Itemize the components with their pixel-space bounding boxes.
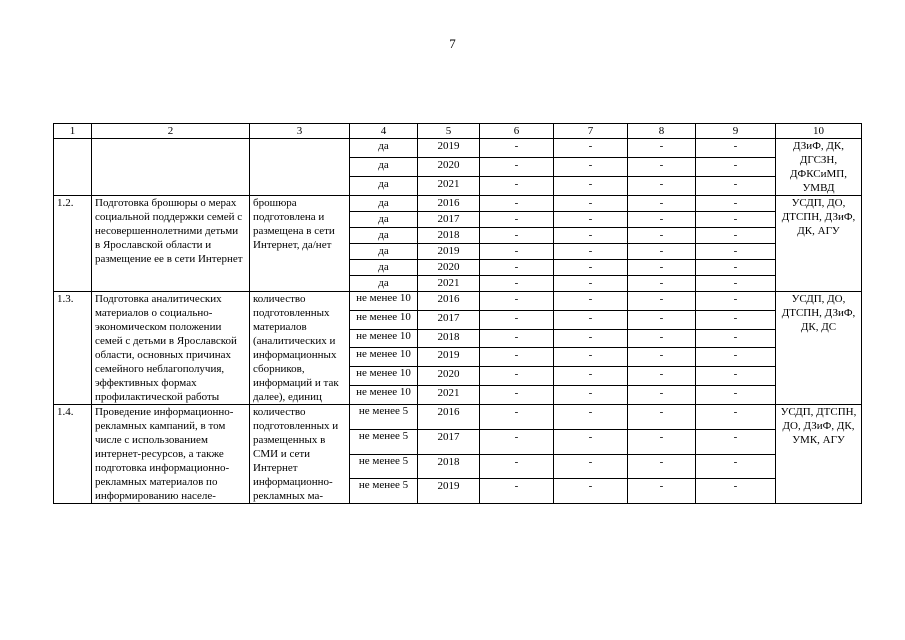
table-row: [54, 405, 862, 430]
col9-value: -: [696, 244, 776, 260]
col9-value: -: [696, 479, 776, 504]
year: 2019: [418, 244, 480, 260]
col9-value: -: [696, 454, 776, 479]
item-description: Проведение информационно-рекламных кампаний, в том числе с использованием интернет-ресурсов, а также подготовка информационно-рекламных материалов по информированию населе-: [92, 405, 250, 504]
column-header-5: 5: [418, 124, 480, 139]
col6-value: -: [480, 276, 554, 292]
item-responsible: ДЗиФ, ДК, ДГСЗН, ДФКСиМП, УМВД: [776, 139, 862, 196]
col6-value: -: [480, 386, 554, 405]
col9-value: -: [696, 177, 776, 196]
column-header-6: 6: [480, 124, 554, 139]
column-header-7: 7: [554, 124, 628, 139]
col8-value: -: [628, 139, 696, 158]
col9-value: -: [696, 310, 776, 329]
col9-value: -: [696, 196, 776, 212]
col7-value: -: [554, 196, 628, 212]
table-row: [54, 196, 862, 212]
year: 2018: [418, 454, 480, 479]
item-description: [92, 139, 250, 196]
target-value: не менее 10: [350, 367, 418, 386]
col7-value: -: [554, 367, 628, 386]
target-value: не менее 5: [350, 454, 418, 479]
target-value: да: [350, 158, 418, 177]
col9-value: -: [696, 260, 776, 276]
col7-value: -: [554, 139, 628, 158]
col8-value: -: [628, 158, 696, 177]
col7-value: -: [554, 276, 628, 292]
col7-value: -: [554, 158, 628, 177]
col9-value: -: [696, 429, 776, 454]
target-value: да: [350, 228, 418, 244]
item-number: [54, 139, 92, 196]
column-header-8: 8: [628, 124, 696, 139]
col8-value: -: [628, 454, 696, 479]
measures-table: [53, 123, 862, 504]
target-value: да: [350, 276, 418, 292]
col7-value: -: [554, 348, 628, 367]
item-responsible: УСДП, ДО, ДТСПН, ДЗиФ, ДК, АГУ: [776, 196, 862, 292]
item-indicator: количество подготовленных и размещенных в СМИ и сети Интернет информационно-рекламных ма-: [250, 405, 350, 504]
col9-value: -: [696, 158, 776, 177]
col9-value: -: [696, 139, 776, 158]
table-row: [54, 139, 862, 158]
target-value: не менее 5: [350, 479, 418, 504]
year: 2019: [418, 479, 480, 504]
year: 2017: [418, 212, 480, 228]
item-responsible: УСДП, ДО, ДТСПН, ДЗиФ, ДК, ДС: [776, 292, 862, 405]
year: 2019: [418, 348, 480, 367]
col8-value: -: [628, 177, 696, 196]
col9-value: -: [696, 386, 776, 405]
col7-value: -: [554, 260, 628, 276]
page-number: 7: [449, 36, 456, 51]
col6-value: -: [480, 367, 554, 386]
year: 2018: [418, 228, 480, 244]
col9-value: -: [696, 329, 776, 348]
item-description: Подготовка аналитических материалов о социально-экономическом положении семей с детьми в Ярославской области, основных причинах семейного неблагополучия, эффективных формах профилактической работы: [92, 292, 250, 405]
item-number: 1.3.: [54, 292, 92, 405]
col6-value: -: [480, 454, 554, 479]
year: 2020: [418, 367, 480, 386]
col6-value: -: [480, 405, 554, 430]
target-value: не менее 10: [350, 310, 418, 329]
year: 2018: [418, 329, 480, 348]
year: 2021: [418, 177, 480, 196]
header-row: [54, 124, 862, 139]
target-value: да: [350, 212, 418, 228]
col6-value: -: [480, 244, 554, 260]
col6-value: -: [480, 212, 554, 228]
year: 2017: [418, 310, 480, 329]
year: 2020: [418, 260, 480, 276]
col6-value: -: [480, 479, 554, 504]
year: 2021: [418, 276, 480, 292]
col9-value: -: [696, 348, 776, 367]
col7-value: -: [554, 244, 628, 260]
col8-value: -: [628, 244, 696, 260]
col8-value: -: [628, 260, 696, 276]
col8-value: -: [628, 212, 696, 228]
col6-value: -: [480, 292, 554, 311]
col6-value: -: [480, 260, 554, 276]
col6-value: -: [480, 177, 554, 196]
col7-value: -: [554, 386, 628, 405]
col8-value: -: [628, 196, 696, 212]
item-indicator: брошюра подготовлена и размещена в сети Интернет, да/нет: [250, 196, 350, 292]
col7-value: -: [554, 310, 628, 329]
target-value: не менее 10: [350, 348, 418, 367]
year: 2021: [418, 386, 480, 405]
col7-value: -: [554, 454, 628, 479]
item-number: 1.4.: [54, 405, 92, 504]
column-header-4: 4: [350, 124, 418, 139]
col6-value: -: [480, 158, 554, 177]
col7-value: -: [554, 405, 628, 430]
col6-value: -: [480, 139, 554, 158]
target-value: не менее 10: [350, 386, 418, 405]
year: 2016: [418, 405, 480, 430]
col8-value: -: [628, 405, 696, 430]
item-description: Подготовка брошюры о мерах социальной поддержки семей с несовершеннолетними детьми в Ярославской области и размещение ее в сети Интернет: [92, 196, 250, 292]
target-value: не менее 10: [350, 292, 418, 311]
target-value: не менее 5: [350, 429, 418, 454]
column-header-2: 2: [92, 124, 250, 139]
col6-value: -: [480, 429, 554, 454]
col9-value: -: [696, 292, 776, 311]
col7-value: -: [554, 177, 628, 196]
col6-value: -: [480, 228, 554, 244]
col8-value: -: [628, 348, 696, 367]
col6-value: -: [480, 329, 554, 348]
col8-value: -: [628, 329, 696, 348]
column-header-9: 9: [696, 124, 776, 139]
target-value: не менее 5: [350, 405, 418, 430]
item-indicator: [250, 139, 350, 196]
col6-value: -: [480, 196, 554, 212]
col9-value: -: [696, 367, 776, 386]
col7-value: -: [554, 329, 628, 348]
col6-value: -: [480, 310, 554, 329]
item-number: 1.2.: [54, 196, 92, 292]
col9-value: -: [696, 405, 776, 430]
col7-value: -: [554, 429, 628, 454]
col8-value: -: [628, 479, 696, 504]
target-value: да: [350, 196, 418, 212]
col9-value: -: [696, 276, 776, 292]
year: 2016: [418, 292, 480, 311]
col8-value: -: [628, 429, 696, 454]
column-header-3: 3: [250, 124, 350, 139]
target-value: не менее 10: [350, 329, 418, 348]
target-value: да: [350, 177, 418, 196]
column-header-10: 10: [776, 124, 862, 139]
target-value: да: [350, 244, 418, 260]
col6-value: -: [480, 348, 554, 367]
col7-value: -: [554, 212, 628, 228]
col9-value: -: [696, 212, 776, 228]
year: 2020: [418, 158, 480, 177]
year: 2016: [418, 196, 480, 212]
target-value: да: [350, 260, 418, 276]
col7-value: -: [554, 228, 628, 244]
year: 2019: [418, 139, 480, 158]
col8-value: -: [628, 228, 696, 244]
col8-value: -: [628, 386, 696, 405]
col9-value: -: [696, 228, 776, 244]
table-row: [54, 292, 862, 311]
col8-value: -: [628, 310, 696, 329]
item-indicator: количество подготовленных материалов (аналитических и информационных сборников, информаций и так далее), единиц: [250, 292, 350, 405]
column-header-1: 1: [54, 124, 92, 139]
col8-value: -: [628, 276, 696, 292]
item-responsible: УСДП, ДТСПН, ДО, ДЗиФ, ДК, УМК, АГУ: [776, 405, 862, 504]
year: 2017: [418, 429, 480, 454]
target-value: да: [350, 139, 418, 158]
col7-value: -: [554, 479, 628, 504]
col8-value: -: [628, 367, 696, 386]
col8-value: -: [628, 292, 696, 311]
col7-value: -: [554, 292, 628, 311]
